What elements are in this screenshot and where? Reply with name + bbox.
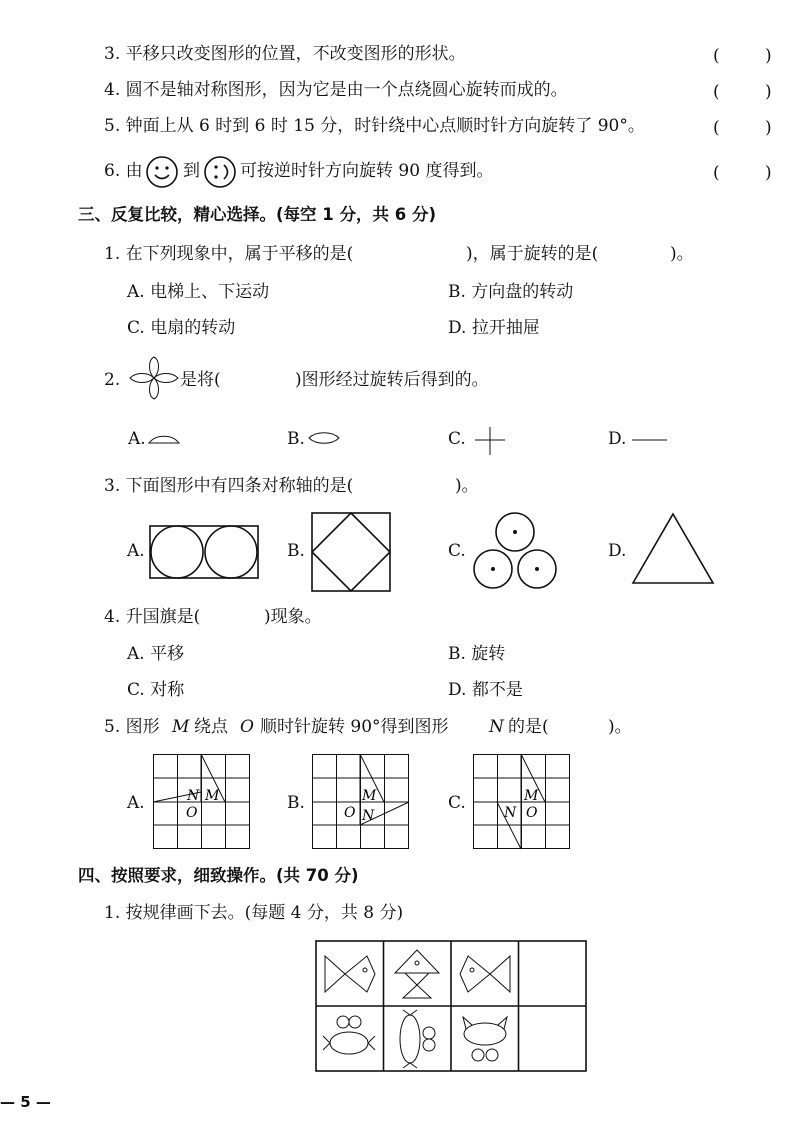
- pattern-drawing-table: [315, 940, 587, 1072]
- q5-option-a-grid: [153, 754, 251, 850]
- q1-stem-b: )，属于旋转的是(: [466, 244, 599, 264]
- judge-item-3-paren-open: (: [713, 46, 720, 66]
- q4-option-c: C. 对称: [127, 680, 185, 700]
- judge-item-3: 3. 平移只改变图形的位置，不改变图形的形状。: [104, 44, 466, 64]
- q3-option-a-label: A.: [127, 541, 145, 561]
- q1-stem-a: 1. 在下列现象中，属于平移的是(: [104, 244, 354, 264]
- judge-item-4-paren-close: ): [765, 82, 772, 102]
- q5-stem-d: 的是(: [508, 717, 549, 737]
- q3-stem-end: )。: [455, 476, 479, 496]
- judge-item-3-paren-close: ): [765, 46, 772, 66]
- q3-option-c-label: C.: [448, 541, 466, 561]
- q4-stem: 4. 升国旗是(: [104, 607, 201, 627]
- judge-item-6-part3: 可按逆时针方向旋转 90 度得到。: [240, 161, 494, 181]
- q2-option-c-label: C.: [448, 429, 466, 449]
- q3-option-b-label: B.: [287, 541, 305, 561]
- q2-option-c-cross: [474, 426, 506, 456]
- q4-option-a: A. 平移: [127, 644, 185, 664]
- q3-option-a-rectangle-two-circles: [149, 525, 259, 580]
- q2-option-a-half-petal: [148, 432, 180, 446]
- q5a-label-m: M: [205, 788, 220, 804]
- judge-item-6-part2: 到: [183, 161, 200, 181]
- q5-option-b-label: B.: [287, 793, 305, 813]
- q3-stem: 3. 下面图形中有四条对称轴的是(: [104, 476, 354, 496]
- q5-stem-b: 绕点: [194, 717, 228, 737]
- q4-option-b: B. 旋转: [448, 644, 506, 664]
- judge-item-6-paren-close: ): [765, 163, 772, 183]
- q5b-label-o: O: [344, 805, 356, 821]
- judge-item-6-part1: 6. 由: [104, 161, 143, 181]
- q3-option-c-three-circles: [470, 512, 560, 592]
- q5c-label-n: N: [504, 805, 517, 821]
- q2-option-d-label: D.: [608, 429, 627, 449]
- q1-option-b: B. 方向盘的转动: [448, 282, 574, 302]
- q5-point-o: O: [240, 717, 254, 737]
- q5a-label-o: O: [186, 805, 198, 821]
- q1-option-c: C. 电扇的转动: [127, 318, 236, 338]
- q1-stem-c: )。: [670, 244, 694, 264]
- q5a-label-n: N: [187, 788, 200, 804]
- judge-item-5-paren-open: (: [713, 118, 720, 138]
- smiley-face-upright-icon: [145, 155, 179, 189]
- section-4-q1: 1. 按规律画下去。(每题 4 分，共 8 分): [104, 903, 404, 923]
- q5-option-c-grid: [473, 754, 571, 850]
- q5c-label-o: O: [526, 805, 538, 821]
- q5-option-c-label: C.: [448, 793, 466, 813]
- q1-option-a: A. 电梯上、下运动: [127, 282, 270, 302]
- section-4-title: 四、按照要求，细致操作。(共 70 分): [78, 866, 359, 885]
- q5-stem-c: 顺时针旋转 90°得到图形: [260, 717, 449, 737]
- q5-figure-m: M: [172, 717, 190, 737]
- judge-item-5-paren-close: ): [765, 118, 772, 138]
- four-petal-flower-figure: [128, 355, 180, 401]
- q2-option-b-petal: [308, 430, 340, 446]
- q2-stem-b: )图形经过旋转后得到的。: [295, 370, 489, 390]
- section-3-title: 三、反复比较，精心选择。(每空 1 分，共 6 分): [78, 205, 437, 224]
- q5-figure-n: N: [489, 717, 504, 737]
- page-number: — 5 —: [0, 1093, 51, 1111]
- q5c-label-m: M: [524, 788, 539, 804]
- q3-option-d-label: D.: [608, 541, 627, 561]
- judge-item-4-paren-open: (: [713, 82, 720, 102]
- q5-option-b-grid: [312, 754, 410, 850]
- q5b-label-n: N: [362, 808, 375, 824]
- q2-option-d-line: [632, 438, 668, 442]
- q1-option-d: D. 拉开抽屉: [448, 318, 540, 338]
- q4-stem-end: )现象。: [264, 607, 322, 627]
- q5-stem-a: 5. 图形: [104, 717, 160, 737]
- q4-option-d: D. 都不是: [448, 680, 523, 700]
- q2-option-a-label: A.: [128, 429, 146, 449]
- q5-stem-e: )。: [608, 717, 632, 737]
- judge-item-4: 4. 圆不是轴对称图形，因为它是由一个点绕圆心旋转而成的。: [104, 80, 568, 100]
- q2-number: 2.: [104, 370, 121, 390]
- smiley-face-rotated-icon: [203, 155, 237, 189]
- q3-option-b-square-diamond: [311, 512, 391, 592]
- q2-stem-a: 是将(: [180, 370, 221, 390]
- judge-item-5: 5. 钟面上从 6 时到 6 时 15 分，时针绕中心点顺时针方向旋转了 90°。: [104, 116, 645, 136]
- judge-item-6-paren-open: (: [713, 163, 720, 183]
- q2-option-b-label: B.: [287, 429, 305, 449]
- q5-option-a-label: A.: [127, 793, 145, 813]
- q5b-label-m: M: [362, 788, 377, 804]
- q3-option-d-triangle: [632, 513, 714, 585]
